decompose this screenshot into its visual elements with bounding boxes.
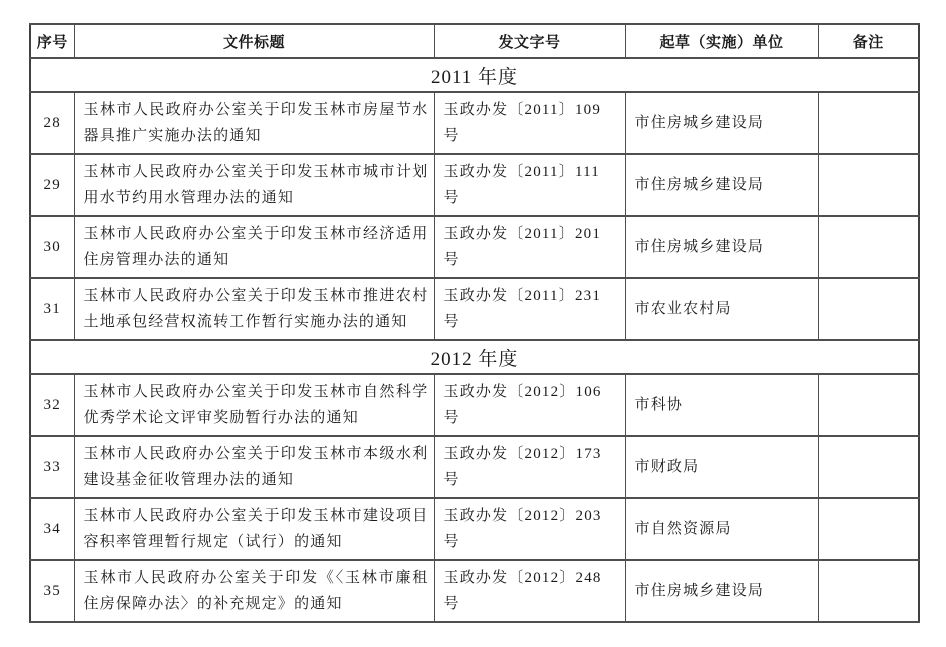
row-number-cell: 34 (30, 498, 74, 560)
document-title-cell: 玉林市人民政府办公室关于印发《〈玉林市廉租住房保障办法〉的补充规定》的通知 (74, 560, 434, 622)
document-title-cell: 玉林市人民政府办公室关于印发玉林市自然科学优秀学术论文评审奖励暂行办法的通知 (74, 374, 434, 436)
document-number-cell: 玉政办发〔2011〕109 号 (434, 92, 625, 154)
remark-cell (818, 278, 919, 340)
drafting-unit-cell: 市农业农村局 (625, 278, 818, 340)
table-row (30, 560, 919, 622)
document-title-cell: 玉林市人民政府办公室关于印发玉林市经济适用住房管理办法的通知 (74, 216, 434, 278)
document-title-cell: 玉林市人民政府办公室关于印发玉林市建设项目容积率管理暂行规定（试行）的通知 (74, 498, 434, 560)
row-number-cell: 30 (30, 216, 74, 278)
remark-cell (818, 498, 919, 560)
drafting-unit-cell: 市财政局 (625, 436, 818, 498)
drafting-unit-cell: 市住房城乡建设局 (625, 92, 818, 154)
drafting-unit-cell: 市自然资源局 (625, 498, 818, 560)
row-number-cell: 31 (30, 278, 74, 340)
column-header-document-title: 文件标题 (74, 24, 434, 58)
table-header-row (30, 24, 919, 58)
document-number-cell: 玉政办发〔2011〕201 号 (434, 216, 625, 278)
drafting-unit-cell: 市住房城乡建设局 (625, 560, 818, 622)
column-header-remarks: 备注 (818, 24, 919, 58)
row-number-cell: 33 (30, 436, 74, 498)
table-row (30, 374, 919, 436)
document-title-cell: 玉林市人民政府办公室关于印发玉林市城市计划用水节约用水管理办法的通知 (74, 154, 434, 216)
year-section-row (30, 340, 919, 374)
document-number-cell: 玉政办发〔2012〕106 号 (434, 374, 625, 436)
row-number-cell: 35 (30, 560, 74, 622)
table-row (30, 154, 919, 216)
drafting-unit-cell: 市住房城乡建设局 (625, 154, 818, 216)
table-row (30, 278, 919, 340)
column-header-drafting-unit: 起草（实施）单位 (625, 24, 818, 58)
document-number-cell: 玉政办发〔2011〕111 号 (434, 154, 625, 216)
table-row (30, 498, 919, 560)
drafting-unit-cell: 市住房城乡建设局 (625, 216, 818, 278)
document-number-cell: 玉政办发〔2012〕173 号 (434, 436, 625, 498)
row-number-cell: 29 (30, 154, 74, 216)
table-body (30, 58, 919, 622)
table-row (30, 92, 919, 154)
document-number-cell: 玉政办发〔2012〕203 号 (434, 498, 625, 560)
table-row (30, 436, 919, 498)
remark-cell (818, 92, 919, 154)
row-number-cell: 28 (30, 92, 74, 154)
remark-cell (818, 436, 919, 498)
document-title-cell: 玉林市人民政府办公室关于印发玉林市本级水利建设基金征收管理办法的通知 (74, 436, 434, 498)
remark-cell (818, 560, 919, 622)
year-section-label: 2011 年度 (30, 58, 919, 92)
remark-cell (818, 154, 919, 216)
document-number-cell: 玉政办发〔2011〕231 号 (434, 278, 625, 340)
document-number-cell: 玉政办发〔2012〕248 号 (434, 560, 625, 622)
document-title-cell: 玉林市人民政府办公室关于印发玉林市房屋节水器具推广实施办法的通知 (74, 92, 434, 154)
year-section-row (30, 58, 919, 92)
row-number-cell: 32 (30, 374, 74, 436)
table-row (30, 216, 919, 278)
remark-cell (818, 216, 919, 278)
column-header-document-number: 发文字号 (434, 24, 625, 58)
column-header-serial-number: 序号 (30, 24, 74, 58)
document-title-cell: 玉林市人民政府办公室关于印发玉林市推进农村土地承包经营权流转工作暂行实施办法的通知 (74, 278, 434, 340)
year-section-label: 2012 年度 (30, 340, 919, 374)
document-table (29, 23, 920, 623)
remark-cell (818, 374, 919, 436)
drafting-unit-cell: 市科协 (625, 374, 818, 436)
